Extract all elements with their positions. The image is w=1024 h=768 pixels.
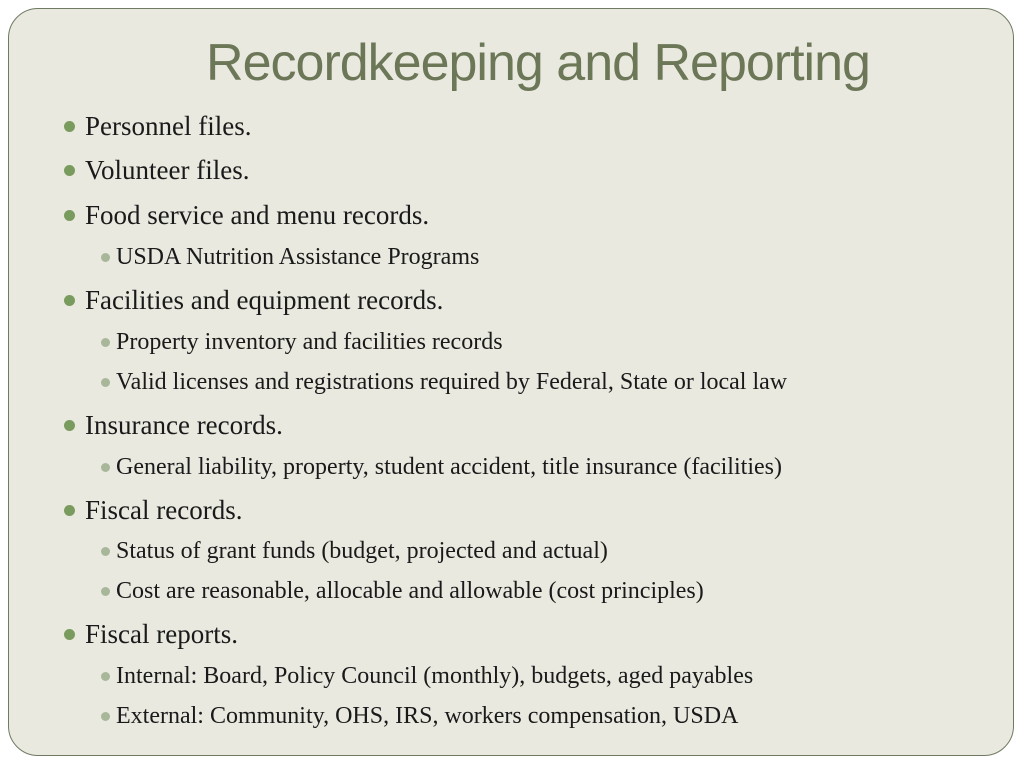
bullet-personnel-files: Personnel files. [85,111,252,141]
bullet-insurance: Insurance records. [85,410,283,440]
bullet-fiscal-reports: Fiscal reports. [85,619,238,649]
bullet-fiscal-records: Fiscal records. [85,495,243,525]
sub-bullet-icon [101,712,110,721]
sub-bullet-usda: USDA Nutrition Assistance Programs [116,244,480,270]
sub-bullet-internal: Internal: Board, Policy Council (monthly), budgets, aged payables [116,663,754,689]
bullet-icon [64,210,75,221]
sub-bullet-icon [101,253,110,262]
sub-bullet-icon [101,378,110,387]
sub-bullet-icon [101,463,110,472]
bullet-icon [64,420,75,431]
bullet-icon [64,121,75,132]
sub-bullet-icon [101,338,110,347]
bullet-facilities: Facilities and equipment records. [85,285,444,315]
bullet-volunteer-files: Volunteer files. [85,155,250,185]
sub-bullet-licenses: Valid licenses and registrations required by Federal, State or local law [116,369,788,395]
bullet-food-service: Food service and menu records. [85,200,430,230]
bullet-icon [64,505,75,516]
sub-bullet-icon [101,547,110,556]
sub-bullet-cost-principles: Cost are reasonable, allocable and allowable (cost principles) [116,578,704,604]
sub-bullet-icon [101,672,110,681]
bullet-icon [64,295,75,306]
slide-title: Recordkeeping and Reporting [206,34,870,92]
sub-bullet-property-inventory: Property inventory and facilities records [116,329,503,355]
sub-bullet-general-liability: General liability, property, student accident, title insurance (facilities) [116,454,782,480]
bullet-icon [64,629,75,640]
sub-bullet-external: External: Community, OHS, IRS, workers compensation, USDA [116,703,739,729]
slide [8,8,1014,756]
sub-bullet-icon [101,587,110,596]
sub-bullet-grant-funds: Status of grant funds (budget, projected and actual) [116,538,608,564]
bullet-icon [64,165,75,176]
